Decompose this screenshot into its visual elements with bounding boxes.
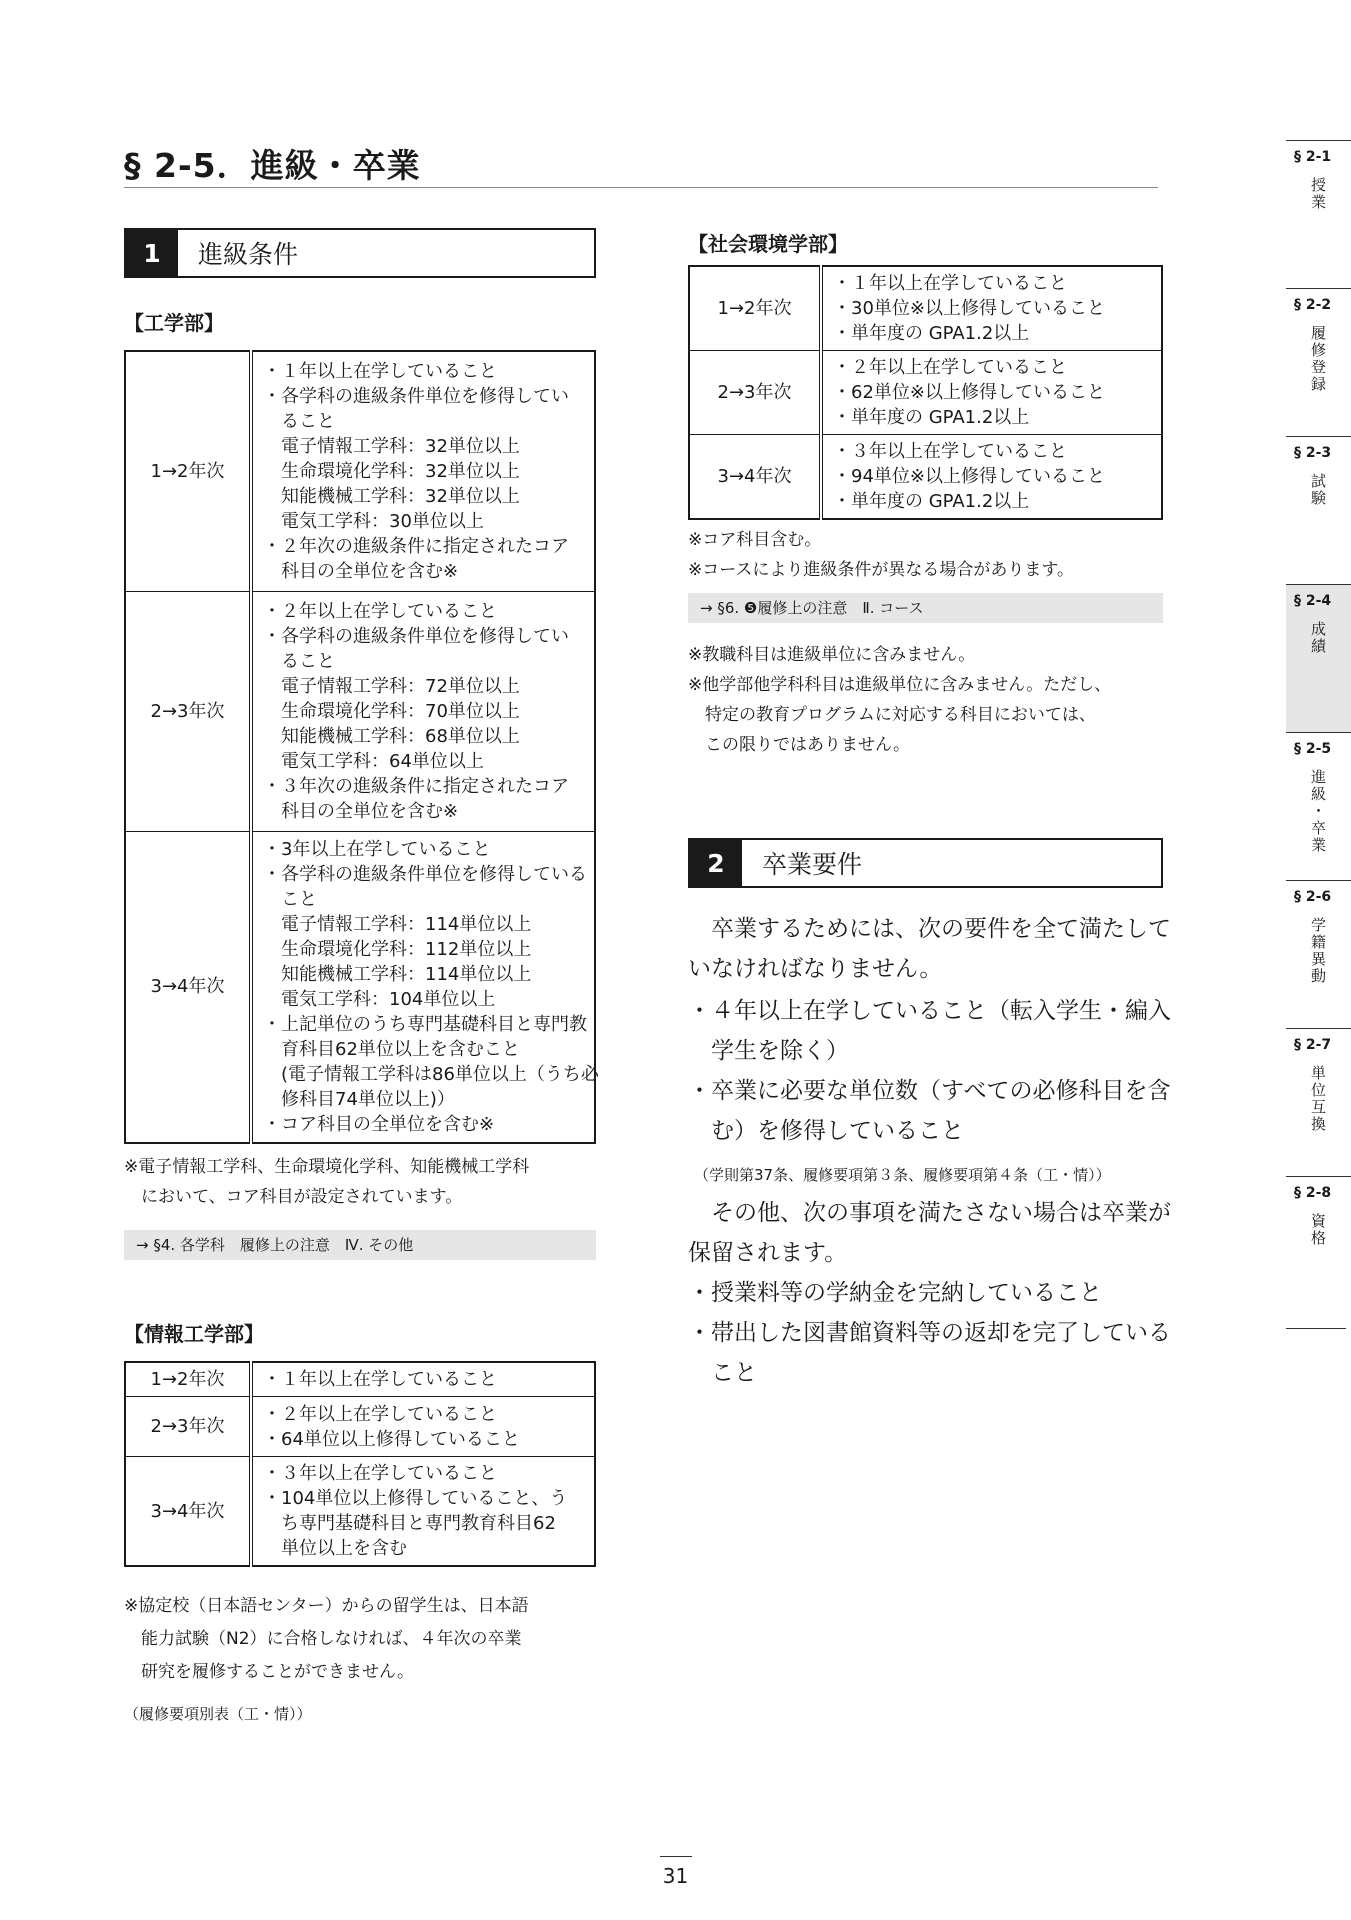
side-tab-label: 学 籍 異 動 — [1310, 916, 1326, 985]
side-tab-code: § 2-3 — [1294, 445, 1332, 461]
note-line: において、コア科目が設定されています。 — [124, 1187, 463, 1207]
body-line: 保留されます。 — [688, 1240, 848, 1266]
side-tabs-end-rule — [1286, 1328, 1346, 1329]
condition-line: 知能機械工学科：114単位以上 — [263, 963, 532, 985]
condition-line: 電子情報工学科：72単位以上 — [263, 675, 520, 697]
condition-line: 科目の全単位を含む※ — [263, 560, 459, 582]
side-tab-6[interactable] — [1286, 880, 1351, 1028]
page-title: § 2-5．進級・卒業 — [124, 146, 421, 185]
table-row — [125, 831, 595, 1143]
condition-line: 電気工学科：104単位以上 — [263, 988, 496, 1010]
year-cell: 2→3年次 — [689, 351, 821, 435]
table-row — [125, 1362, 595, 1397]
side-tab-label: 資 格 — [1310, 1212, 1326, 1247]
note-line: 研究を履修することができません。 — [124, 1662, 415, 1682]
condition-cell — [251, 351, 595, 591]
table-row — [125, 1397, 595, 1457]
page-number-rule — [660, 1856, 692, 1857]
condition-line: 育科目62単位以上を含むこと — [263, 1038, 520, 1060]
section-1-title: 進級条件 — [198, 240, 299, 269]
condition-line: ち専門基礎科目と専門教育科目62 — [263, 1513, 556, 1534]
graduation-other-items — [688, 1273, 1171, 1393]
note-line: この限りではありません。 — [688, 735, 911, 755]
condition-line: ・２年以上在学していること — [263, 1403, 497, 1425]
page-number: 31 — [662, 1864, 689, 1888]
social-env-note — [688, 525, 1074, 585]
condition-cell — [821, 266, 1162, 351]
side-tab-2[interactable] — [1286, 288, 1351, 436]
graduation-source: （学則第37条、履修要項第３条、履修要項第４条（工・情）） — [694, 1166, 1111, 1184]
condition-line: ・3年以上在学していること — [263, 838, 491, 860]
graduation-intro — [688, 909, 1171, 989]
condition-cell — [251, 591, 595, 831]
info-eng-heading: 【情報工学部】 — [124, 1322, 264, 1346]
side-tab-code: § 2-1 — [1294, 149, 1332, 165]
table-row — [125, 591, 595, 831]
body-line: む）を修得していること — [688, 1118, 964, 1144]
condition-line: ・単年度の GPA1.2以上 — [833, 323, 1030, 344]
condition-line: ること — [263, 650, 335, 672]
side-tab-code: § 2-5 — [1294, 741, 1332, 757]
engineering-reference: → §4. 各学科 履修上の注意 Ⅳ. その他 — [124, 1230, 596, 1260]
side-tab-label: 授 業 — [1310, 176, 1326, 211]
year-cell: 3→4年次 — [125, 1457, 251, 1567]
condition-line: ・３年以上在学していること — [263, 1463, 497, 1484]
condition-line: 電気工学科：30単位以上 — [263, 510, 484, 532]
body-line: ・授業料等の学納金を完納していること — [688, 1280, 1102, 1306]
side-tab-code: § 2-6 — [1294, 889, 1332, 905]
condition-line: 知能機械工学科：32単位以上 — [263, 485, 520, 507]
condition-cell — [251, 831, 599, 1143]
body-line: 卒業するためには、次の要件を全て満たして — [688, 916, 1171, 942]
condition-line: ・単年度の GPA1.2以上 — [833, 407, 1030, 428]
table-row — [125, 351, 595, 591]
side-tab-5[interactable] — [1286, 732, 1351, 880]
section-2-header — [688, 838, 1163, 888]
side-tab-label: 進 級 ・ 卒 業 — [1310, 768, 1326, 854]
condition-line: ・各学科の進級条件単位を修得している — [263, 863, 587, 885]
social-env-table — [688, 265, 1163, 520]
section-1-header — [124, 228, 596, 278]
title-divider — [124, 187, 1158, 188]
condition-line: (電子情報工学科は86単位以上（うち必 — [263, 1063, 599, 1085]
condition-cell — [251, 1397, 595, 1457]
condition-line: ・３年以上在学していること — [833, 441, 1067, 462]
table-row — [689, 435, 1162, 520]
note-line: ※教職科目は進級単位に含みません。 — [688, 645, 976, 665]
body-line: その他、次の事項を満たさない場合は卒業が — [688, 1200, 1171, 1226]
year-cell: 2→3年次 — [125, 591, 251, 831]
condition-line: ・１年以上在学していること — [263, 360, 497, 382]
condition-line: 知能機械工学科：68単位以上 — [263, 725, 520, 747]
side-tab-code: § 2-8 — [1294, 1185, 1332, 1201]
engineering-table — [124, 350, 599, 1144]
social-env-reference: → §6. ❺履修上の注意 Ⅱ. コース — [688, 593, 1163, 623]
note-line: ※協定校（日本語センター）からの留学生は、日本語 — [124, 1596, 529, 1616]
condition-cell — [821, 351, 1162, 435]
condition-line: こと — [263, 888, 317, 910]
condition-line: ・各学科の進級条件単位を修得してい — [263, 625, 569, 647]
section-2-title: 卒業要件 — [762, 850, 863, 879]
body-line: こと — [688, 1360, 757, 1386]
note-line: 特定の教育プログラムに対応する科目においては、 — [688, 705, 1096, 725]
engineering-note — [124, 1152, 529, 1212]
condition-line: ること — [263, 410, 335, 432]
condition-line: 電気工学科：64単位以上 — [263, 750, 484, 772]
condition-line: 修科目74単位以上)） — [263, 1088, 455, 1110]
year-cell: 3→4年次 — [689, 435, 821, 520]
info-eng-source: （履修要項別表（工・情）） — [124, 1705, 312, 1723]
condition-line: ・２年以上在学していること — [263, 600, 497, 622]
note-line: ※コア科目含む。 — [688, 530, 822, 550]
condition-cell — [251, 1457, 595, 1567]
year-cell: 1→2年次 — [125, 1362, 251, 1397]
body-line: ・卒業に必要な単位数（すべての必修科目を含 — [688, 1078, 1171, 1104]
side-tab-7[interactable] — [1286, 1028, 1351, 1176]
side-tab-label: 試 験 — [1310, 472, 1326, 507]
graduation-requirements — [688, 991, 1171, 1151]
note-line: ※コースにより進級条件が異なる場合があります。 — [688, 560, 1075, 580]
condition-line: 生命環境化学科：70単位以上 — [263, 700, 520, 722]
section-1-number: 1 — [126, 230, 178, 276]
condition-line: ・２年以上在学していること — [833, 357, 1067, 378]
body-line: ・４年以上在学していること（転入学生・編入 — [688, 998, 1171, 1024]
condition-line: ・30単位※以上修得していること — [833, 298, 1105, 319]
social-env-heading: 【社会環境学部】 — [688, 232, 848, 256]
side-tab-label: 履 修 登 録 — [1310, 324, 1326, 393]
section-2-number: 2 — [690, 840, 742, 886]
body-line: ・帯出した図書館資料等の返却を完了している — [688, 1320, 1171, 1346]
condition-line: ・コア科目の全単位を含む※ — [263, 1113, 495, 1135]
condition-line: ・104単位以上修得していること、う — [263, 1488, 568, 1509]
info-eng-table — [124, 1361, 596, 1567]
side-tab-label: 単 位 互 換 — [1310, 1064, 1326, 1133]
side-tab-1[interactable] — [1286, 140, 1351, 288]
table-row — [689, 351, 1162, 435]
condition-line: ・上記単位のうち専門基礎科目と専門教 — [263, 1013, 587, 1035]
condition-line: ・３年次の進級条件に指定されたコア — [263, 775, 569, 797]
note-line: 能力試験（N2）に合格しなければ、４年次の卒業 — [124, 1629, 522, 1649]
engineering-heading: 【工学部】 — [124, 311, 224, 335]
condition-line: ・62単位※以上修得していること — [833, 382, 1105, 403]
condition-line: 電子情報工学科：114単位以上 — [263, 913, 532, 935]
social-env-extra-notes — [688, 640, 1111, 760]
condition-cell — [251, 1362, 595, 1397]
condition-line: ・１年以上在学していること — [263, 1369, 497, 1390]
year-cell: 1→2年次 — [125, 351, 251, 591]
note-line: ※他学部他学科科目は進級単位に含みません。ただし、 — [688, 675, 1112, 695]
condition-line: 電子情報工学科：32単位以上 — [263, 435, 520, 457]
body-line: いなければなりません。 — [688, 956, 943, 982]
info-eng-note — [124, 1590, 529, 1689]
side-tab-code: § 2-4 — [1294, 593, 1332, 609]
condition-line: 生命環境化学科：112単位以上 — [263, 938, 532, 960]
condition-line: ・１年以上在学していること — [833, 273, 1067, 294]
condition-line: 単位以上を含む — [263, 1538, 407, 1559]
condition-line: ・２年次の進級条件に指定されたコア — [263, 535, 569, 557]
side-tab-8[interactable] — [1286, 1176, 1351, 1324]
side-tab-code: § 2-7 — [1294, 1037, 1332, 1053]
condition-line: ・64単位以上修得していること — [263, 1428, 520, 1450]
year-cell: 3→4年次 — [125, 831, 251, 1143]
side-tab-3[interactable] — [1286, 436, 1351, 584]
side-tab-4[interactable] — [1286, 584, 1351, 732]
side-tab-label: 成 績 — [1310, 620, 1326, 655]
note-line: ※電子情報工学科、生命環境化学科、知能機械工学科 — [124, 1157, 530, 1177]
table-row — [125, 1457, 595, 1567]
condition-line: 科目の全単位を含む※ — [263, 800, 459, 822]
condition-line: ・94単位※以上修得していること — [833, 466, 1105, 487]
body-line: 学生を除く） — [688, 1038, 849, 1064]
side-tab-code: § 2-2 — [1294, 297, 1332, 313]
year-cell: 1→2年次 — [689, 266, 821, 351]
table-row — [689, 266, 1162, 351]
condition-cell — [821, 435, 1162, 520]
condition-line: 生命環境化学科：32単位以上 — [263, 460, 520, 482]
year-cell: 2→3年次 — [125, 1397, 251, 1457]
graduation-other-intro — [688, 1193, 1171, 1273]
condition-line: ・各学科の進級条件単位を修得してい — [263, 385, 569, 407]
condition-line: ・単年度の GPA1.2以上 — [833, 491, 1030, 512]
